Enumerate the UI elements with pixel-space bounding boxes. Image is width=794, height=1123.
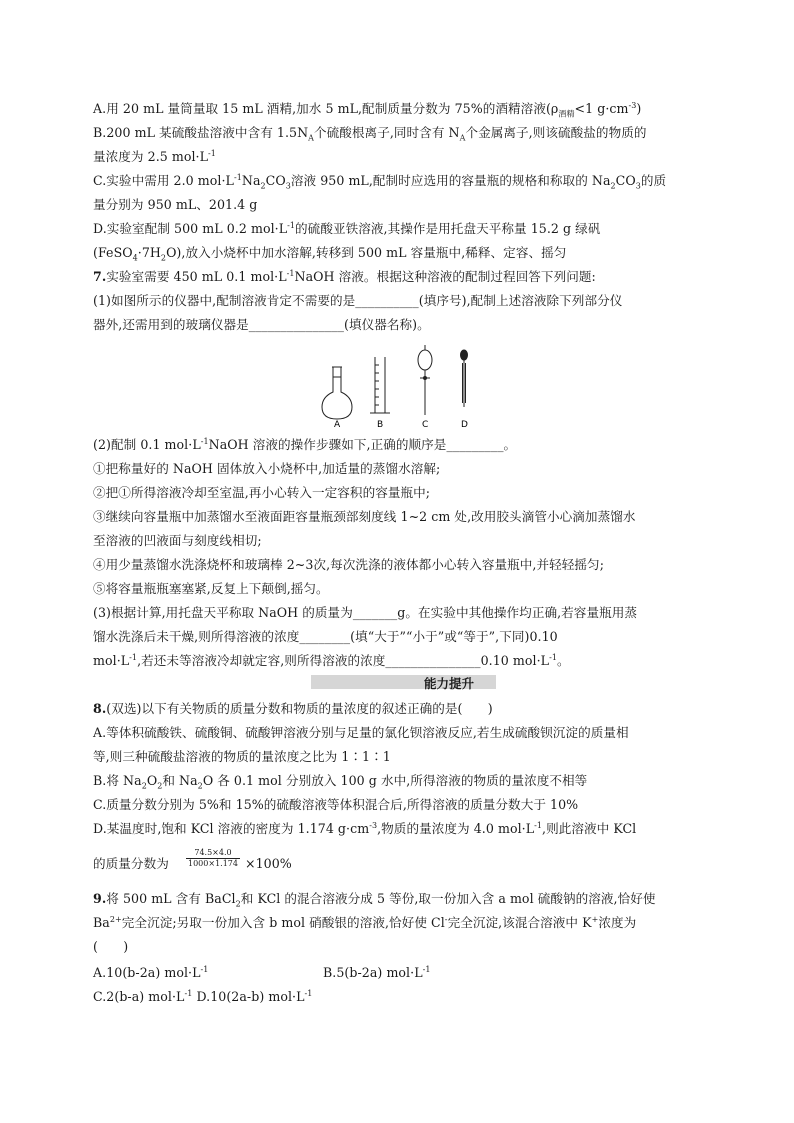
q7-part3: (3)根据计算,用托盘天平称取 NaOH 的质量为_______g。在实验中其他操作均正确,若容量瓶用蒸 [93,605,638,620]
apparatus-figure [318,345,488,430]
q6-option-b: B.200 mL 某硫酸盐溶液中含有 $1.5N_A$个硫酸根离子,同时含有 $N_A$个金属离子,则该硫酸盐的物质的 [93,125,647,143]
q6-option-c-line2: 量分别为 950 mL、201.4 g [93,197,258,212]
q6-option-d: D.实验室配制 500 mL 0.2 $mol\cdot L^{-1}$的硫酸亚铁溶液,其操作是用托盘天平称量 15.2 g 绿矾 [93,220,601,236]
q8-option-d-line2: 的质量分数为 [93,856,169,871]
label-b: B [377,420,384,430]
q9-option-b: B.5(b-2a) $mol\cdot L^{-1}$ [323,964,431,980]
q7-part3-line2: 馏水洗涤后未干燥,则所得溶液的浓度________(填“大于”“小于”或“等于”,下同)0.10 [93,629,558,644]
q8-option-a: A.等体积硫酸铁、硫酸铜、硫酸钾溶液分别与足量的氯化钡溶液反应,若生成硫酸钡沉淀的质量相 [93,725,629,740]
q8-stem: 8.(双选)以下有关物质的质量分数和物质的量浓度的叙述正确的是( ) [93,701,493,716]
fraction-denominator: 1000×1.174 [188,859,238,868]
q9-stem-line2: $Ba^{2+}$完全沉淀;另取一份加入含 b mol 硝酸银的溶液,恰好使 Cl-完全沉淀,该混合溶液中 K+浓度为 [93,914,637,930]
measuring-cylinder-icon [370,357,390,413]
q7-step3-line2: 至溶液的凹液面与刻度线相切; [93,533,262,548]
q6-option-d-line2: $(FeSO_4\cdot 7H_2O)$,放入小烧杯中加水溶解,转移到 500 mL 容量瓶中,稀释、定容、摇匀 [93,245,567,263]
q8-option-d: D.某温度时,饱和 KCl 溶液的密度为 1.174 $g\cdot cm^{-3}$,物质的量浓度为 4.0 $mol\cdot L^{-1}$,则此溶液中 KCl [93,820,637,836]
dropper-icon [461,350,468,407]
q7-step1: ①把称量好的 NaOH 固体放入小烧杯中,加适量的蒸馏水溶解; [93,461,441,476]
q8-option-a-line2: 等,则三种硫酸盐溶液的物质的量浓度之比为 1∶1∶1 [93,749,391,764]
q7-stem: 7.实验室需要 450 mL 0.1 $mol\cdot L^{-1}NaOH$ 溶液。根据这种溶液的配制过程回答下列问题: [93,268,596,284]
separatory-funnel-icon [418,345,432,415]
q7-part1: (1)如图所示的仪器中,配制溶液肯定不需要的是__________(填序号),配制上述溶液除下列部分仪 [93,293,623,308]
q9-answer-paren: ( ) [93,939,129,954]
q8-option-c: C.质量分数分别为 5%和 15%的硫酸溶液等体积混合后,所得溶液的质量分数大于 10% [93,797,579,812]
q6-option-b-line2: 量浓度为 2.5 $mol\cdot L^{-1}$ [93,148,216,164]
mass-fraction-formula [186,848,240,869]
section-title: 能力提升 [424,676,475,691]
q8-option-d-tail: ×100% [245,856,292,871]
q6-option-c: C.实验中需用 2.0 $mol\cdot L^{-1}Na_2CO_3$溶液 950 mL,配制时应选用的容量瓶的规格和称取的 $Na_2CO_3$的质 [93,172,667,191]
q7-step4: ④用少量蒸馏水洗涤烧杯和玻璃棒 2~3次,每次洗涤的液体都小心转入容量瓶中,并轻轻摇匀; [93,557,604,572]
q7-step3: ③继续向容量瓶中加蒸馏水至液面距容量瓶颈部刻度线 1~2 cm 处,改用胶头滴管小心滴加蒸馏水 [93,509,636,524]
q9-option-a: A.10(b-2a) $mol\cdot L^{-1}$ [93,964,209,980]
section-header [311,675,496,689]
q7-part1-line2: 器外,还需用到的玻璃仪器是_______________(填仪器名称)。 [93,317,430,332]
q8-option-b: B.将 $Na_2O_2$和 $Na_2O$ 各 0.1 mol 分别放入 100 g 水中,所得溶液的物质的量浓度不相等 [93,773,588,791]
q7-part2: (2)配制 0.1 $mol\cdot L^{-1}NaOH$ 溶液的操作步骤如下,正确的顺序是_________。 [93,436,517,452]
q6-option-a: A.用 20 mL 量筒量取 15 mL 酒精,加水 5 mL,配制质量分数为 75%的酒精溶液($\rho_{酒精}<1$ $g\cdot cm^{-3}$) [93,100,642,119]
label-a: A [334,420,341,430]
volumetric-flask-icon [322,367,352,419]
label-c: C [422,420,429,430]
q9-stem: 9.将 500 mL 含有 BaCl$_2$和 KCl 的混合溶液分成 5 等份,取一份加入含 a mol 硫酸钠的溶液,恰好使 [93,891,656,909]
q7-step2: ②把①所得溶液冷却至室温,再小心转入一定容积的容量瓶中; [93,485,431,500]
q9-option-c-d: C.2(b-a) $mol\cdot L^{-1}$ D.10(2a-b) $mol\cdot L^{-1}$ [93,988,313,1004]
label-d: D [461,420,468,430]
fraction-numerator: 74.5×4.0 [194,848,232,857]
q7-step5: ⑤将容量瓶瓶塞塞紧,反复上下颠倒,摇匀。 [93,581,329,596]
q7-part3-line3: $mol\cdot L^{-1}$,若还未等溶液冷却就定容,则所得溶液的浓度_______________0.10 $mol\cdot L^{-1}$。 [93,652,570,668]
